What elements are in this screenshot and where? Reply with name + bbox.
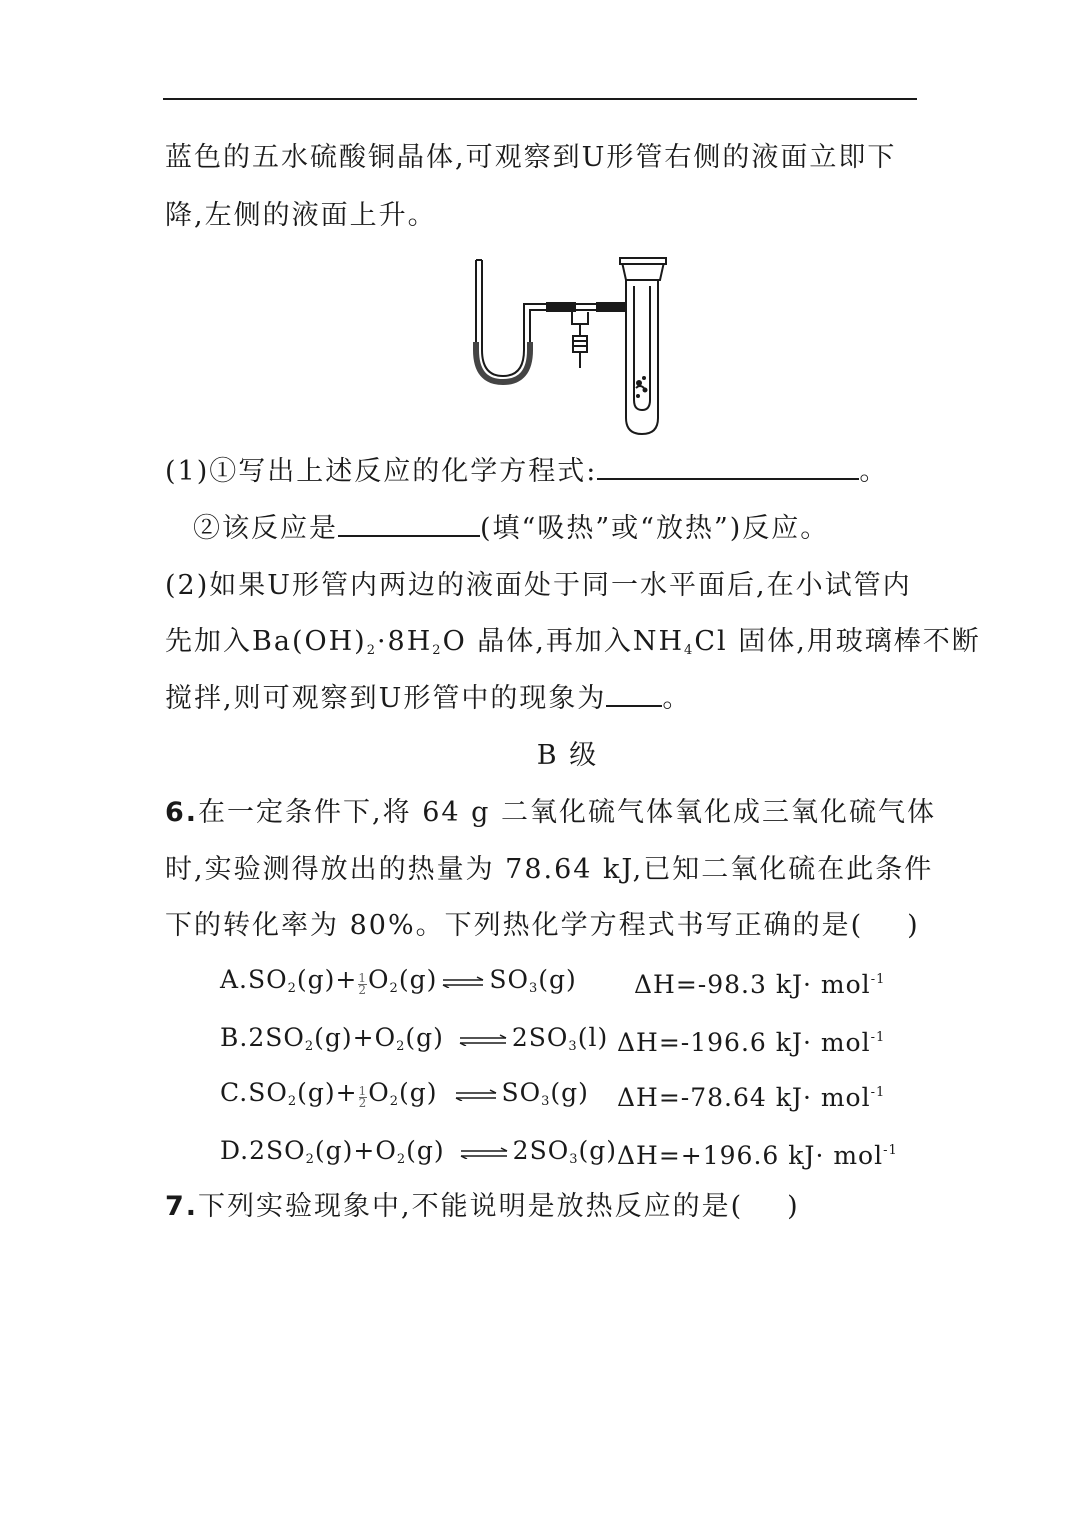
- q5-part1-b-suffix: (填“吸热”或“放热”)反应。: [480, 513, 830, 544]
- q5-part1-a: [165, 452, 888, 492]
- option-d-enthalpy: [617, 1131, 898, 1176]
- q5-part1-b-text: ②该反应是: [193, 513, 338, 544]
- formula-part: 2SO: [248, 1023, 305, 1052]
- formula-part: (g): [405, 1023, 444, 1052]
- formula-part: (g): [578, 1136, 617, 1165]
- fraction-denominator: 2: [358, 1096, 368, 1110]
- text-nh: O 晶体,再加入NH: [442, 626, 685, 657]
- formula-part: 2SO: [512, 1136, 570, 1165]
- option-label: D.: [220, 1136, 250, 1165]
- fraction-denominator: 2: [358, 983, 368, 997]
- formula-part: (g)+: [296, 965, 358, 994]
- subscript: 2: [287, 981, 297, 996]
- superscript: -1: [870, 1085, 886, 1100]
- subscript: 2: [432, 643, 443, 658]
- question-number: 6.: [165, 797, 199, 828]
- formula-part: 2SO: [249, 1136, 306, 1165]
- answer-blank-phenomenon[interactable]: [606, 679, 662, 707]
- q5-part2-line3: [165, 679, 691, 719]
- text-cl: Cl 固体,用玻璃棒不断: [694, 626, 981, 657]
- subscript: 4: [684, 643, 695, 658]
- q6-line2: 时,实验测得放出的热量为 78.64 kJ,已知二氧化硫在此条件: [165, 854, 934, 885]
- option-label: B.: [220, 1023, 249, 1052]
- option-c-enthalpy: [617, 1073, 885, 1118]
- q5-part1-b: [193, 509, 829, 549]
- option-label: A.: [220, 965, 249, 994]
- enthalpy-text: ΔH=-98.3 kJ· mol: [634, 970, 871, 999]
- formula-part: (g): [538, 965, 577, 994]
- subscript: 2: [366, 643, 377, 658]
- fraction: [358, 973, 367, 996]
- answer-blank-heat-type[interactable]: [338, 509, 480, 537]
- equilibrium-arrow-icon: [459, 1147, 509, 1159]
- text-8h: ·8H: [376, 626, 433, 657]
- formula-part: (g)+O: [314, 1136, 397, 1165]
- enthalpy-text: ΔH=-196.6 kJ· mol: [617, 1028, 871, 1057]
- q7-line: [165, 1187, 800, 1227]
- q7-text: 下列实验现象中,不能说明是放热反应的是(: [198, 1191, 744, 1222]
- fraction-numerator: 1: [358, 971, 368, 985]
- enthalpy-text: ΔH=-78.64 kJ· mol: [617, 1083, 871, 1112]
- formula-part: (g): [406, 1136, 445, 1165]
- intro-line-1: 蓝色的五水硫酸铜晶体,可观察到U形管右侧的液面立即下: [165, 142, 897, 173]
- formula-part: SO: [489, 965, 529, 994]
- subscript: 3: [528, 981, 539, 996]
- formula-part: (g)+: [297, 1078, 358, 1107]
- formula-part: SO: [501, 1078, 542, 1107]
- question-number: 7.: [165, 1191, 199, 1222]
- option-a[interactable]: [220, 960, 577, 1009]
- formula-part: 2SO: [511, 1023, 569, 1052]
- fraction: [359, 1086, 368, 1109]
- text-ba-oh: 先加入Ba(OH): [165, 626, 367, 657]
- option-c[interactable]: [220, 1073, 589, 1122]
- option-label: C.: [220, 1078, 249, 1107]
- subscript: 2: [396, 1152, 407, 1167]
- q5-part2-line3-suffix: 。: [662, 683, 692, 714]
- q5-part2-line1: (2)如果U形管内两边的液面处于同一水平面后,在小试管内: [165, 570, 912, 601]
- formula-part: O: [368, 1078, 390, 1107]
- formula-part: SO: [248, 1078, 288, 1107]
- subscript: 3: [568, 1039, 578, 1054]
- formula-part: SO: [248, 965, 288, 994]
- formula-part: (g)+O: [314, 1023, 397, 1052]
- fraction-numerator: 1: [358, 1084, 368, 1098]
- enthalpy-text: ΔH=+196.6 kJ· mol: [617, 1141, 884, 1170]
- q5-part1-a-text: (1)①写出上述反应的化学方程式:: [165, 456, 598, 487]
- formula-part: O: [368, 965, 390, 994]
- option-b[interactable]: [220, 1018, 608, 1067]
- formula-part: (g): [398, 1078, 438, 1107]
- answer-paren-close: ): [907, 910, 920, 941]
- section-title: B 级: [536, 740, 599, 771]
- subscript: 2: [389, 1094, 399, 1109]
- superscript: -1: [883, 1143, 898, 1158]
- subscript: 2: [305, 1152, 315, 1167]
- equilibrium-arrow-icon: [441, 976, 485, 988]
- subscript: 2: [287, 1094, 298, 1109]
- option-d[interactable]: [220, 1131, 617, 1180]
- subscript: 2: [396, 1039, 406, 1054]
- subscript: 2: [304, 1039, 315, 1054]
- subscript: 3: [569, 1152, 579, 1167]
- q6-line3-text: 下的转化率为 80%。下列热化学方程式书写正确的是(: [165, 910, 864, 941]
- u-tube-apparatus-figure: [468, 250, 698, 440]
- option-a-enthalpy: [634, 960, 885, 1005]
- formula-part: (l): [577, 1023, 609, 1052]
- q6-line1: [165, 793, 936, 833]
- formula-part: (g): [398, 965, 438, 994]
- q5-part2-line2: [165, 622, 981, 671]
- equilibrium-arrow-icon: [454, 1089, 498, 1101]
- equilibrium-arrow-icon: [458, 1034, 508, 1046]
- q5-part1-a-suffix: 。: [859, 456, 889, 487]
- answer-blank-equation[interactable]: [597, 452, 859, 480]
- q6-line3: [165, 906, 920, 946]
- answer-paren-close: ): [787, 1191, 800, 1222]
- subscript: 2: [389, 981, 399, 996]
- q5-part2-line3-text: 搅拌,则可观察到U形管中的现象为: [165, 683, 607, 714]
- superscript: -1: [870, 972, 886, 987]
- subscript: 3: [541, 1094, 551, 1109]
- q6-line1-text: 在一定条件下,将 64 g 二氧化硫气体氧化成三氧化硫气体: [198, 797, 937, 828]
- intro-line-2: 降,左侧的液面上升。: [165, 200, 437, 231]
- header-rule: [163, 98, 917, 100]
- formula-part: (g): [550, 1078, 589, 1107]
- option-b-enthalpy: [617, 1018, 885, 1063]
- superscript: -1: [870, 1030, 886, 1045]
